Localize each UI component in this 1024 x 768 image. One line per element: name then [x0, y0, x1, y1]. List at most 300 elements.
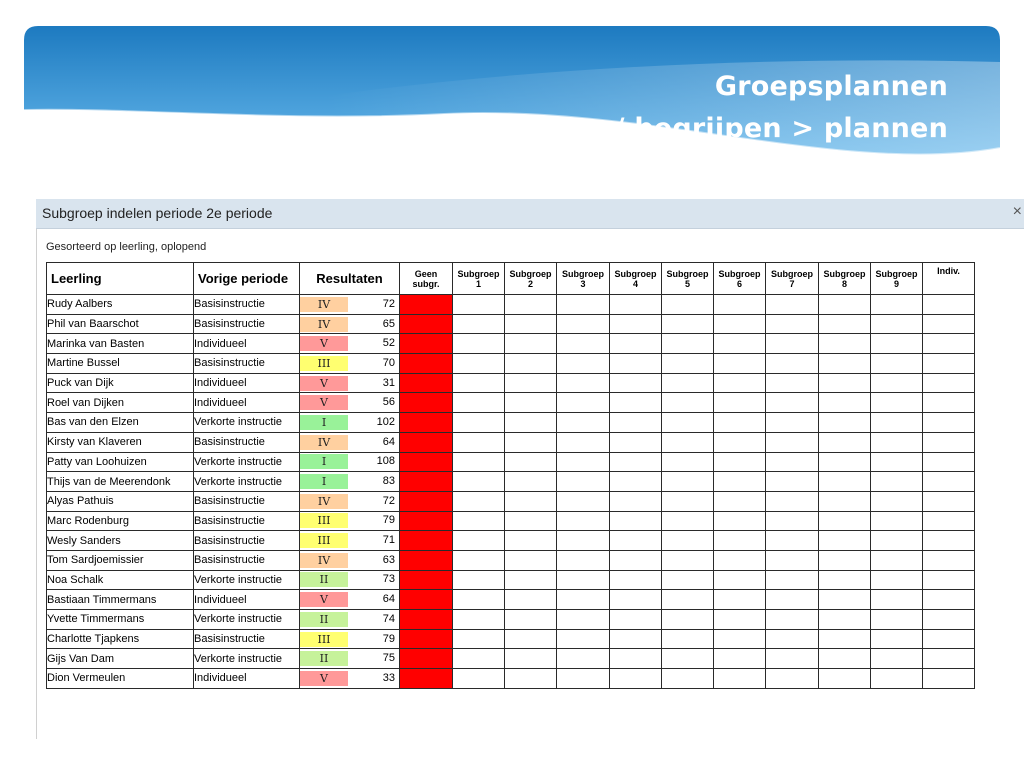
assign-cell-geen-subgroep[interactable]	[400, 314, 453, 334]
assign-cell-subgroep-8[interactable]	[819, 610, 871, 630]
assign-cell-subgroep-2[interactable]	[505, 491, 557, 511]
assign-cell-geen-subgroep[interactable]	[400, 649, 453, 669]
assign-cell-subgroep-3[interactable]	[557, 452, 610, 472]
assign-cell-subgroep-7[interactable]	[766, 295, 819, 315]
assign-cell-subgroep-6[interactable]	[714, 373, 766, 393]
student-name: Charlotte Tjapkens	[47, 629, 194, 649]
assign-cell-subgroep-2[interactable]	[505, 472, 557, 492]
assign-cell-subgroep-6[interactable]	[714, 472, 766, 492]
student-name: Wesly Sanders	[47, 531, 194, 551]
assign-cell-subgroep-1[interactable]	[453, 295, 505, 315]
assign-cell-indiv[interactable]	[923, 610, 975, 630]
assign-cell-subgroep-8[interactable]	[819, 354, 871, 374]
assign-cell-subgroep-7[interactable]	[766, 314, 819, 334]
assign-cell-subgroep-8[interactable]	[819, 432, 871, 452]
assign-cell-subgroep-7[interactable]	[766, 531, 819, 551]
assign-cell-subgroep-6[interactable]	[714, 354, 766, 374]
result-level-badge: V	[300, 592, 348, 607]
result-level-badge: I	[300, 415, 348, 430]
slide-title	[402, 66, 948, 150]
assign-cell-subgroep-6[interactable]	[714, 550, 766, 570]
assign-cell-subgroep-8[interactable]	[819, 373, 871, 393]
student-name: Patty van Loohuizen	[47, 452, 194, 472]
assign-cell-subgroep-9[interactable]	[871, 669, 923, 689]
assign-cell-subgroep-6[interactable]	[714, 491, 766, 511]
assign-cell-subgroep-3[interactable]	[557, 354, 610, 374]
student-name: Rudy Aalbers	[47, 295, 194, 315]
result-cell	[300, 610, 400, 630]
assign-cell-indiv[interactable]	[923, 413, 975, 433]
assign-cell-subgroep-6[interactable]	[714, 314, 766, 334]
assign-cell-subgroep-4[interactable]	[610, 511, 662, 531]
assign-cell-geen-subgroep[interactable]	[400, 413, 453, 433]
assign-cell-geen-subgroep[interactable]	[400, 570, 453, 590]
assign-cell-subgroep-4[interactable]	[610, 629, 662, 649]
column-header-vorige-periode[interactable]: Vorige periode	[194, 263, 300, 295]
student-name: Tom Sardjoemissier	[47, 550, 194, 570]
assign-cell-subgroep-1[interactable]	[453, 314, 505, 334]
assign-cell-subgroep-4[interactable]	[610, 413, 662, 433]
assign-cell-subgroep-2[interactable]	[505, 570, 557, 590]
assign-cell-subgroep-7[interactable]	[766, 472, 819, 492]
assign-cell-subgroep-3[interactable]	[557, 629, 610, 649]
assign-cell-subgroep-1[interactable]	[453, 334, 505, 354]
assign-cell-subgroep-6[interactable]	[714, 295, 766, 315]
assign-cell-subgroep-3[interactable]	[557, 511, 610, 531]
student-name: Alyas Pathuis	[47, 491, 194, 511]
assign-cell-subgroep-3[interactable]	[557, 373, 610, 393]
previous-period: Individueel	[194, 334, 300, 354]
assign-cell-subgroep-7[interactable]	[766, 491, 819, 511]
assign-cell-geen-subgroep[interactable]	[400, 610, 453, 630]
result-level-badge: IV	[300, 317, 348, 332]
result-score: 72	[382, 297, 395, 310]
result-score: 102	[376, 415, 395, 428]
assign-cell-subgroep-1[interactable]	[453, 452, 505, 472]
assign-cell-geen-subgroep[interactable]	[400, 531, 453, 551]
assign-cell-subgroep-2[interactable]	[505, 373, 557, 393]
column-header-leerling[interactable]: Leerling	[47, 263, 194, 295]
assign-cell-subgroep-8[interactable]	[819, 511, 871, 531]
assign-cell-indiv[interactable]	[923, 354, 975, 374]
assign-cell-subgroep-5[interactable]	[662, 570, 714, 590]
column-header-subgroep-4[interactable]	[610, 263, 662, 295]
assign-cell-subgroep-3[interactable]	[557, 610, 610, 630]
previous-period: Verkorte instructie	[194, 570, 300, 590]
table-row	[47, 334, 975, 354]
assign-cell-subgroep-5[interactable]	[662, 354, 714, 374]
assign-cell-subgroep-3[interactable]	[557, 393, 610, 413]
column-header-subgroep-6[interactable]	[714, 263, 766, 295]
assign-cell-indiv[interactable]	[923, 432, 975, 452]
assign-cell-subgroep-2[interactable]	[505, 334, 557, 354]
table-row	[47, 472, 975, 492]
previous-period: Verkorte instructie	[194, 649, 300, 669]
assign-cell-subgroep-1[interactable]	[453, 393, 505, 413]
result-level-badge: IV	[300, 553, 348, 568]
assign-cell-subgroep-7[interactable]	[766, 649, 819, 669]
assign-cell-subgroep-2[interactable]	[505, 669, 557, 689]
column-header-indiv[interactable]: Indiv.	[923, 263, 975, 295]
assign-cell-subgroep-4[interactable]	[610, 610, 662, 630]
assign-cell-subgroep-6[interactable]	[714, 570, 766, 590]
result-score: 74	[382, 612, 395, 625]
assign-cell-subgroep-6[interactable]	[714, 629, 766, 649]
assign-cell-subgroep-2[interactable]	[505, 413, 557, 433]
assign-cell-subgroep-8[interactable]	[819, 531, 871, 551]
result-cell	[300, 629, 400, 649]
previous-period: Basisinstructie	[194, 531, 300, 551]
assign-cell-indiv[interactable]	[923, 531, 975, 551]
assign-cell-subgroep-8[interactable]	[819, 491, 871, 511]
assign-cell-subgroep-8[interactable]	[819, 472, 871, 492]
assign-cell-subgroep-5[interactable]	[662, 472, 714, 492]
assign-cell-subgroep-7[interactable]	[766, 354, 819, 374]
assign-cell-subgroep-3[interactable]	[557, 413, 610, 433]
assign-cell-subgroep-5[interactable]	[662, 649, 714, 669]
assign-cell-indiv[interactable]	[923, 570, 975, 590]
table-row	[47, 610, 975, 630]
assign-cell-geen-subgroep[interactable]	[400, 432, 453, 452]
subgr-label: subgr.	[412, 278, 440, 289]
geen-label: Geen	[414, 268, 438, 279]
subgroep-label: Subgroep	[562, 268, 604, 279]
column-header-subgroep-5[interactable]	[662, 263, 714, 295]
assign-cell-subgroep-9[interactable]	[871, 610, 923, 630]
assign-cell-subgroep-2[interactable]	[505, 590, 557, 610]
assign-cell-subgroep-7[interactable]	[766, 432, 819, 452]
slide-title-line2: – waarnemen / begrijpen > plannen	[402, 113, 948, 144]
assign-cell-subgroep-4[interactable]	[610, 373, 662, 393]
assign-cell-subgroep-1[interactable]	[453, 570, 505, 590]
assign-cell-indiv[interactable]	[923, 590, 975, 610]
assign-cell-subgroep-4[interactable]	[610, 452, 662, 472]
assign-cell-subgroep-3[interactable]	[557, 432, 610, 452]
assign-cell-subgroep-3[interactable]	[557, 669, 610, 689]
assign-cell-subgroep-5[interactable]	[662, 491, 714, 511]
subgroep-number: 8	[841, 278, 847, 289]
assign-cell-subgroep-2[interactable]	[505, 393, 557, 413]
assign-cell-indiv[interactable]	[923, 472, 975, 492]
assign-cell-geen-subgroep[interactable]	[400, 472, 453, 492]
assign-cell-subgroep-8[interactable]	[819, 393, 871, 413]
assign-cell-subgroep-3[interactable]	[557, 491, 610, 511]
result-level-badge: V	[300, 376, 348, 391]
result-score: 70	[382, 356, 395, 369]
assign-cell-subgroep-8[interactable]	[819, 669, 871, 689]
assign-cell-subgroep-5[interactable]	[662, 373, 714, 393]
assign-cell-subgroep-4[interactable]	[610, 590, 662, 610]
assign-cell-subgroep-6[interactable]	[714, 531, 766, 551]
assign-cell-subgroep-7[interactable]	[766, 590, 819, 610]
assign-cell-subgroep-9[interactable]	[871, 531, 923, 551]
previous-period: Basisinstructie	[194, 314, 300, 334]
assign-cell-indiv[interactable]	[923, 295, 975, 315]
student-name: Kirsty van Klaveren	[47, 432, 194, 452]
assign-cell-subgroep-9[interactable]	[871, 334, 923, 354]
assign-cell-subgroep-1[interactable]	[453, 610, 505, 630]
column-header-subgroep-2[interactable]	[505, 263, 557, 295]
assign-cell-geen-subgroep[interactable]	[400, 393, 453, 413]
assign-cell-subgroep-5[interactable]	[662, 314, 714, 334]
assign-cell-subgroep-4[interactable]	[610, 491, 662, 511]
assign-cell-subgroep-1[interactable]	[453, 511, 505, 531]
previous-period: Individueel	[194, 590, 300, 610]
assign-cell-indiv[interactable]	[923, 629, 975, 649]
assign-cell-subgroep-4[interactable]	[610, 649, 662, 669]
assign-cell-geen-subgroep[interactable]	[400, 590, 453, 610]
assign-cell-subgroep-5[interactable]	[662, 393, 714, 413]
assign-cell-subgroep-4[interactable]	[610, 354, 662, 374]
assign-cell-subgroep-3[interactable]	[557, 314, 610, 334]
assign-cell-subgroep-9[interactable]	[871, 491, 923, 511]
assign-cell-subgroep-9[interactable]	[871, 649, 923, 669]
subgroep-number: 1	[475, 278, 481, 289]
assign-cell-subgroep-3[interactable]	[557, 334, 610, 354]
assign-cell-subgroep-4[interactable]	[610, 314, 662, 334]
student-name: Bas van den Elzen	[47, 413, 194, 433]
assign-cell-indiv[interactable]	[923, 314, 975, 334]
assign-cell-subgroep-2[interactable]	[505, 511, 557, 531]
assign-cell-indiv[interactable]	[923, 373, 975, 393]
assign-cell-subgroep-1[interactable]	[453, 649, 505, 669]
assign-cell-subgroep-6[interactable]	[714, 393, 766, 413]
assign-cell-subgroep-2[interactable]	[505, 629, 557, 649]
assign-cell-subgroep-1[interactable]	[453, 354, 505, 374]
assign-cell-subgroep-3[interactable]	[557, 649, 610, 669]
result-level-badge: III	[300, 632, 348, 647]
assign-cell-subgroep-2[interactable]	[505, 432, 557, 452]
assign-cell-subgroep-6[interactable]	[714, 649, 766, 669]
assign-cell-subgroep-6[interactable]	[714, 669, 766, 689]
assign-cell-subgroep-5[interactable]	[662, 629, 714, 649]
assign-cell-subgroep-9[interactable]	[871, 295, 923, 315]
assign-cell-subgroep-1[interactable]	[453, 629, 505, 649]
assign-cell-subgroep-9[interactable]	[871, 452, 923, 472]
assign-cell-subgroep-5[interactable]	[662, 550, 714, 570]
assign-cell-subgroep-2[interactable]	[505, 550, 557, 570]
close-icon[interactable]: ×	[1012, 203, 1022, 220]
previous-period: Basisinstructie	[194, 629, 300, 649]
assign-cell-indiv[interactable]	[923, 452, 975, 472]
assign-cell-subgroep-4[interactable]	[610, 550, 662, 570]
result-score: 83	[382, 475, 395, 488]
assign-cell-subgroep-6[interactable]	[714, 590, 766, 610]
assign-cell-subgroep-3[interactable]	[557, 472, 610, 492]
assign-cell-subgroep-9[interactable]	[871, 550, 923, 570]
student-name: Marinka van Basten	[47, 334, 194, 354]
assign-cell-indiv[interactable]	[923, 669, 975, 689]
assign-cell-subgroep-7[interactable]	[766, 669, 819, 689]
assign-cell-subgroep-9[interactable]	[871, 354, 923, 374]
assign-cell-subgroep-5[interactable]	[662, 531, 714, 551]
assign-cell-subgroep-8[interactable]	[819, 452, 871, 472]
assign-cell-subgroep-9[interactable]	[871, 472, 923, 492]
assign-cell-geen-subgroep[interactable]	[400, 295, 453, 315]
assign-cell-subgroep-9[interactable]	[871, 393, 923, 413]
assign-cell-subgroep-8[interactable]	[819, 629, 871, 649]
assign-cell-subgroep-7[interactable]	[766, 610, 819, 630]
slide-header-banner	[24, 26, 1000, 176]
assign-cell-subgroep-5[interactable]	[662, 452, 714, 472]
assign-cell-subgroep-1[interactable]	[453, 491, 505, 511]
assign-cell-subgroep-2[interactable]	[505, 295, 557, 315]
assign-cell-subgroep-2[interactable]	[505, 354, 557, 374]
assign-cell-subgroep-5[interactable]	[662, 610, 714, 630]
assign-cell-subgroep-1[interactable]	[453, 590, 505, 610]
assign-cell-geen-subgroep[interactable]	[400, 334, 453, 354]
table-row	[47, 669, 975, 689]
column-header-subgroep-1[interactable]	[453, 263, 505, 295]
table-row	[47, 550, 975, 570]
assign-cell-subgroep-3[interactable]	[557, 590, 610, 610]
column-header-subgroep-3[interactable]	[557, 263, 610, 295]
assign-cell-subgroep-5[interactable]	[662, 432, 714, 452]
result-level-badge: V	[300, 336, 348, 351]
assign-cell-subgroep-1[interactable]	[453, 432, 505, 452]
assign-cell-subgroep-2[interactable]	[505, 531, 557, 551]
assign-cell-subgroep-9[interactable]	[871, 570, 923, 590]
assign-cell-subgroep-9[interactable]	[871, 629, 923, 649]
assign-cell-subgroep-8[interactable]	[819, 295, 871, 315]
assign-cell-subgroep-4[interactable]	[610, 669, 662, 689]
assign-cell-subgroep-9[interactable]	[871, 432, 923, 452]
subgroep-number: 2	[527, 278, 533, 289]
assign-cell-subgroep-4[interactable]	[610, 570, 662, 590]
assign-cell-subgroep-7[interactable]	[766, 629, 819, 649]
result-cell	[300, 413, 400, 433]
assign-cell-subgroep-3[interactable]	[557, 531, 610, 551]
assign-cell-subgroep-9[interactable]	[871, 413, 923, 433]
assign-cell-subgroep-6[interactable]	[714, 432, 766, 452]
assign-cell-subgroep-7[interactable]	[766, 334, 819, 354]
assign-cell-subgroep-7[interactable]	[766, 393, 819, 413]
assign-cell-geen-subgroep[interactable]	[400, 452, 453, 472]
assign-cell-indiv[interactable]	[923, 393, 975, 413]
assign-cell-subgroep-8[interactable]	[819, 570, 871, 590]
assign-cell-subgroep-1[interactable]	[453, 550, 505, 570]
column-header-resultaten[interactable]: Resultaten	[300, 263, 400, 295]
result-level-badge: V	[300, 671, 348, 686]
assign-cell-subgroep-8[interactable]	[819, 314, 871, 334]
assign-cell-subgroep-8[interactable]	[819, 550, 871, 570]
assign-cell-geen-subgroep[interactable]	[400, 629, 453, 649]
assign-cell-subgroep-6[interactable]	[714, 334, 766, 354]
subgroep-number: 6	[736, 278, 742, 289]
assign-cell-subgroep-1[interactable]	[453, 472, 505, 492]
column-header-geen-subgroep[interactable]	[400, 263, 453, 295]
column-header-subgroep-8[interactable]	[819, 263, 871, 295]
assign-cell-indiv[interactable]	[923, 511, 975, 531]
assign-cell-indiv[interactable]	[923, 491, 975, 511]
subgroep-number: 7	[789, 278, 795, 289]
assign-cell-subgroep-9[interactable]	[871, 373, 923, 393]
assign-cell-subgroep-5[interactable]	[662, 590, 714, 610]
assign-cell-indiv[interactable]	[923, 550, 975, 570]
assign-cell-subgroep-5[interactable]	[662, 669, 714, 689]
assign-cell-subgroep-4[interactable]	[610, 472, 662, 492]
assign-cell-subgroep-4[interactable]	[610, 393, 662, 413]
assign-cell-subgroep-7[interactable]	[766, 452, 819, 472]
assign-cell-subgroep-2[interactable]	[505, 452, 557, 472]
assign-cell-subgroep-5[interactable]	[662, 295, 714, 315]
assign-cell-subgroep-9[interactable]	[871, 590, 923, 610]
assign-cell-subgroep-8[interactable]	[819, 590, 871, 610]
assign-cell-subgroep-6[interactable]	[714, 511, 766, 531]
table-row	[47, 393, 975, 413]
table-row	[47, 354, 975, 374]
assign-cell-subgroep-5[interactable]	[662, 511, 714, 531]
assign-cell-subgroep-8[interactable]	[819, 413, 871, 433]
assign-cell-subgroep-6[interactable]	[714, 610, 766, 630]
previous-period: Individueel	[194, 373, 300, 393]
table-header-row	[47, 263, 975, 295]
assign-cell-geen-subgroep[interactable]	[400, 550, 453, 570]
assign-cell-subgroep-9[interactable]	[871, 314, 923, 334]
result-score: 79	[382, 514, 395, 527]
assign-cell-subgroep-3[interactable]	[557, 570, 610, 590]
assign-cell-subgroep-2[interactable]	[505, 610, 557, 630]
assign-cell-subgroep-4[interactable]	[610, 295, 662, 315]
assign-cell-subgroep-8[interactable]	[819, 334, 871, 354]
assign-cell-subgroep-8[interactable]	[819, 649, 871, 669]
assign-cell-subgroep-4[interactable]	[610, 531, 662, 551]
assign-cell-subgroep-6[interactable]	[714, 413, 766, 433]
assign-cell-subgroep-7[interactable]	[766, 373, 819, 393]
previous-period: Basisinstructie	[194, 432, 300, 452]
assign-cell-subgroep-1[interactable]	[453, 531, 505, 551]
previous-period: Verkorte instructie	[194, 472, 300, 492]
assign-cell-geen-subgroep[interactable]	[400, 491, 453, 511]
result-score: 56	[382, 396, 395, 409]
assign-cell-subgroep-9[interactable]	[871, 511, 923, 531]
assign-cell-indiv[interactable]	[923, 334, 975, 354]
assign-cell-subgroep-5[interactable]	[662, 334, 714, 354]
result-cell	[300, 314, 400, 334]
assign-cell-subgroep-1[interactable]	[453, 669, 505, 689]
assign-cell-subgroep-7[interactable]	[766, 570, 819, 590]
result-level-badge: III	[300, 356, 348, 371]
assign-cell-subgroep-3[interactable]	[557, 550, 610, 570]
assign-cell-subgroep-7[interactable]	[766, 511, 819, 531]
subgroep-number: 9	[893, 278, 899, 289]
assign-cell-subgroep-2[interactable]	[505, 314, 557, 334]
table-row	[47, 432, 975, 452]
assign-cell-geen-subgroep[interactable]	[400, 354, 453, 374]
assign-cell-subgroep-4[interactable]	[610, 432, 662, 452]
assign-cell-subgroep-4[interactable]	[610, 334, 662, 354]
column-header-subgroep-7[interactable]	[766, 263, 819, 295]
result-level-badge: IV	[300, 494, 348, 509]
assign-cell-subgroep-7[interactable]	[766, 413, 819, 433]
assign-cell-subgroep-6[interactable]	[714, 452, 766, 472]
assign-cell-subgroep-2[interactable]	[505, 649, 557, 669]
result-score: 65	[382, 317, 395, 330]
result-cell	[300, 491, 400, 511]
assign-cell-subgroep-5[interactable]	[662, 413, 714, 433]
assign-cell-geen-subgroep[interactable]	[400, 511, 453, 531]
assign-cell-subgroep-1[interactable]	[453, 373, 505, 393]
assign-cell-subgroep-1[interactable]	[453, 413, 505, 433]
student-name: Gijs Van Dam	[47, 649, 194, 669]
assign-cell-indiv[interactable]	[923, 649, 975, 669]
result-cell	[300, 393, 400, 413]
assign-cell-geen-subgroep[interactable]	[400, 373, 453, 393]
column-header-subgroep-9[interactable]	[871, 263, 923, 295]
assign-cell-subgroep-3[interactable]	[557, 295, 610, 315]
assign-cell-subgroep-7[interactable]	[766, 550, 819, 570]
assign-cell-geen-subgroep[interactable]	[400, 669, 453, 689]
